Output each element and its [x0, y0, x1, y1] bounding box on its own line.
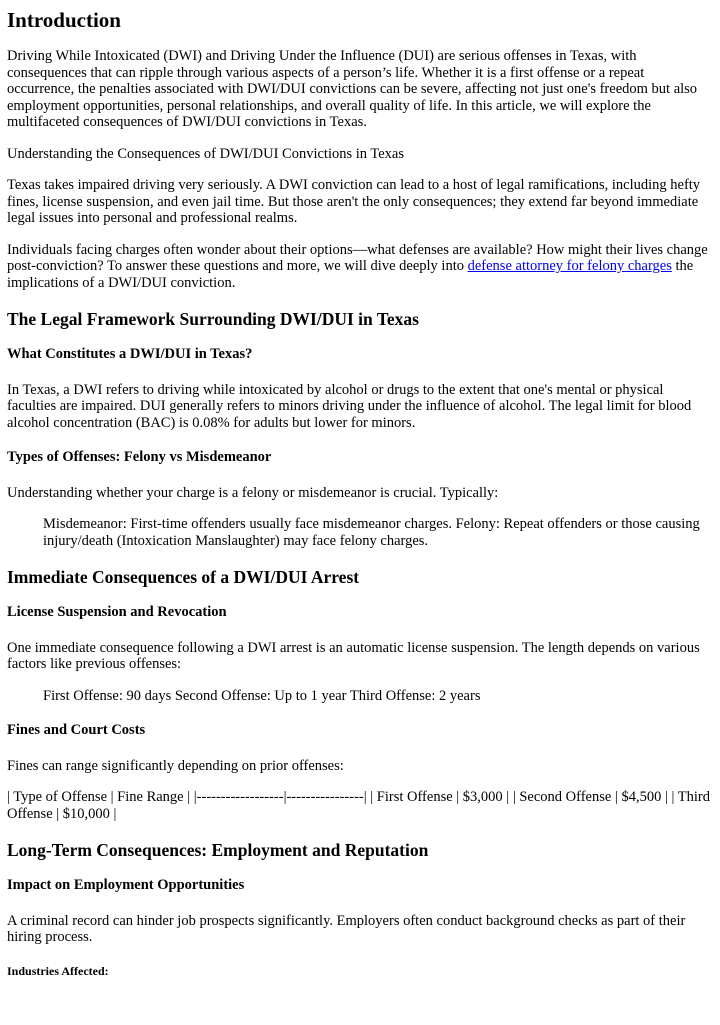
subheading-license-suspension: License Suspension and Revocation — [7, 604, 227, 620]
legal-paragraph-2: Understanding whether your charge is a felony or misdemeanor is crucial. Typically: — [7, 484, 499, 501]
subheading-offense-types: Types of Offenses: Felony vs Misdemeanor — [7, 449, 272, 465]
intro-paragraph-1: Driving While Intoxicated (DWI) and Driving Under the Influence (DUI) are serious offenses in Texas, with consequences that can ripple through various aspects of a person’s life. Whether it is a first offense or a repeat occurrence, the penalties associated with DWI/DUI convictions can be severe, affecting not just one's freedom but also employment opportunities, personal relationships, and overall quality of life. In this article, we will explore the multifaceted consequences of DWI/DUI convictions in Texas. — [7, 48, 698, 130]
intro-p4-text-before: Individuals facing charges often wonder about their options—what defenses are available? How might their lives change post-conviction? To answer these questions and more, we will dive deeply into — [7, 241, 708, 274]
intro-p4-text-after: the implications of a DWI/DUI conviction. — [7, 258, 694, 291]
subheading-what-constitutes: What Constitutes a DWI/DUI in Texas? — [7, 346, 253, 362]
fines-table-text: | Type of Offense | Fine Range | |------------------|----------------| | First Offense | $3,000 | | Second Offense | $4,500 | | Third Offense | $10,000 | — [7, 789, 710, 822]
legal-paragraph-1: In Texas, a DWI refers to driving while intoxicated by alcohol or drugs to the extent that one's mental or physical faculties are impaired. DUI generally refers to minors driving under the influence of alcohol. The legal limit for blood alcohol concentration (BAC) is 0.08% for adults but lower for minors. — [7, 381, 692, 431]
felony-defense-attorney-link[interactable]: defense attorney for felony charges — [467, 258, 672, 274]
subheading-fines-costs: Fines and Court Costs — [7, 722, 146, 738]
heading-legal-framework: The Legal Framework Surrounding DWI/DUI in Texas — [7, 309, 419, 329]
heading-immediate-consequences: Immediate Consequences of a DWI/DUI Arrest — [7, 567, 360, 587]
subheading-employment-impact: Impact on Employment Opportunities — [7, 877, 245, 893]
heading-introduction: Introduction — [7, 8, 121, 32]
suspension-durations-quote: First Offense: 90 days Second Offense: Up to 1 year Third Offense: 2 years — [43, 687, 481, 704]
immediate-paragraph-2: Fines can range significantly depending on prior offenses: — [7, 757, 344, 774]
intro-paragraph-2: Understanding the Consequences of DWI/DUI Convictions in Texas — [7, 145, 404, 162]
heading-long-term-consequences: Long-Term Consequences: Employment and Reputation — [7, 840, 429, 860]
article — [0, 8, 713, 978]
subheading-industries-affected: Industries Affected: — [7, 963, 109, 978]
intro-paragraph-3: Texas takes impaired driving very seriously. A DWI conviction can lead to a host of legal ramifications, including hefty fines, license suspension, and even jail time. But those aren't the only consequences; they extend far beyond immediate legal issues into personal and professional realms. — [7, 177, 701, 226]
longterm-paragraph-1: A criminal record can hinder job prospects significantly. Employers often conduct background checks as part of their hiring process. — [7, 912, 686, 945]
intro-paragraph-4 — [7, 242, 713, 292]
immediate-paragraph-1: One immediate consequence following a DWI arrest is an automatic license suspension. The length depends on various factors like previous offenses: — [7, 639, 700, 672]
offense-types-quote: Misdemeanor: First-time offenders usually face misdemeanor charges. Felony: Repeat offenders or those causing injury/death (Intoxication Manslaughter) may face felony charges. — [43, 516, 700, 549]
